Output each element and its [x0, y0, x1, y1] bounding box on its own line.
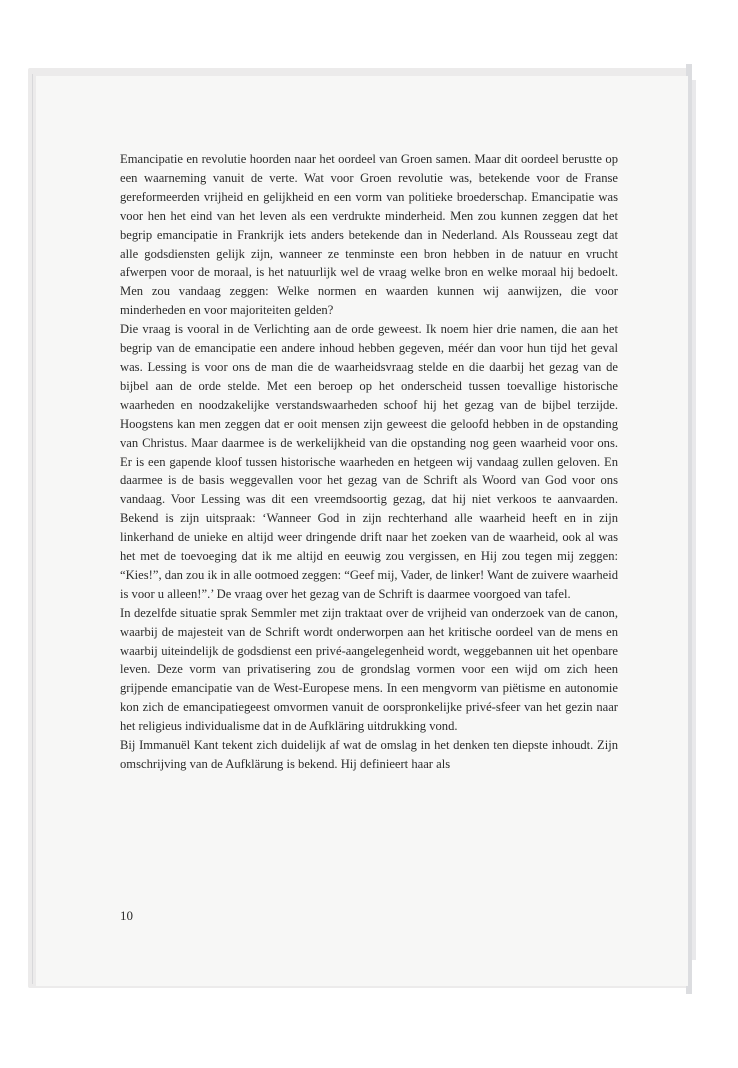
page-number: 10 — [120, 908, 133, 923]
paragraph-4: Bij Immanuël Kant tekent zich duidelijk af wat de omslag in het denken ten diepste inhoudt. Zijn omschrijving van de Aufklärung is bekend. Hij definieert haar als — [120, 738, 618, 771]
book-spine-edge-inner — [692, 80, 696, 960]
book-page — [36, 76, 688, 986]
body-text — [120, 150, 618, 774]
paragraph-3: In dezelfde situatie sprak Semmler met zijn traktaat over de vrijheid van onderzoek van de canon, waarbij de majesteit van de Schrift wordt onderworpen aan het kritische oordeel van de mens en waarbij uiteindelijk de godsdienst een privé-aangelegenheid wordt, weggebannen uit het openbare leven. Deze vorm van privatisering zou de grondslag vormen voor een wijd om zich heen grijpende emancipatie van de West-Europese mens. In een mengvorm van piëtisme en autonomie kon zich de emancipatiegeest omvormen vanuit de oorspronkelijke privé-sfeer van het gezin naar het religieus individualisme dat in de Aufkläring uitdrukking vond. — [120, 605, 618, 734]
page-edge — [32, 74, 33, 984]
paragraph-2: Die vraag is vooral in de Verlichting aan de orde geweest. Ik noem hier drie namen, die aan het begrip van de emancipatie een andere inhoud hebben gegeven, méér dan voor hun tijd het geval was. Lessing is voor ons de man die de waarheidsvraag stelde en die daarbij het gezag van de bijbel aan de orde stelde. Met een beroep op het onderscheid tussen toevallige historische waarheden en noodzakelijke verstandswaarheden schoof hij het gezag van de bijbel terzijde. Hoogstens kan men zeggen dat er ooit mensen zijn geweest die geloofd hebben in de opstanding van Christus. Maar daarmee is de werkelijkheid van die opstanding nog geen waarheid voor ons. Er is een gapende kloof tussen historische waarheden en hetgeen wij vandaag zullen geloven. En daarmee is de basis weggevallen voor het gezag van de Schrift als Woord van God voor ons vandaag. Voor Lessing was dit een vreemdsoortig gezag, dat hij niet verkoos te aanvaarden. Bekend is zijn uitspraak: ‘Wanneer God in zijn rechterhand alle waarheid heeft en in zijn linkerhand de unieke en altijd weer dringende drift naar het zoeken van de waarheid, ook al was het met de toevoeging dat ik me altijd en eeuwig zou vergissen, en Hij zou tegen mij zeggen: “Kies!”, dan zou ik in alle ootmoed zeggen: “Geef mij, Vader, de linker! Want de zuivere waarheid is voor u alleen!”.’ De vraag over het gezag van de Schrift is daarmee voorgoed van tafel. — [120, 322, 618, 601]
paragraph-1: Emancipatie en revolutie hoorden naar het oordeel van Groen samen. Maar dit oordeel berustte op een waarneming vanuit de verte. Wat voor Groen revolutie was, betekende voor de Franse gereformeerden vrijheid en gelijkheid en een vorm van politieke broederschap. Emancipatie was voor hen het eind van het leven als een verdrukte minderheid. Men zou kunnen zeggen dat het begrip emancipatie in Frankrijk iets anders betekende dan in Nederland. Als Rousseau zegt dat alle godsdiensten gelijk zijn, wanneer ze tenminste een bron hebben in de natuur en vrucht afwerpen voor de moraal, is het natuurlijk wel de vraag welke bron en welke moraal hij bedoelt. Men zou vandaag zeggen: Welke normen en waarden kunnen wij aanwijzen, die voor minderheden en voor majoriteiten gelden? — [120, 152, 618, 318]
